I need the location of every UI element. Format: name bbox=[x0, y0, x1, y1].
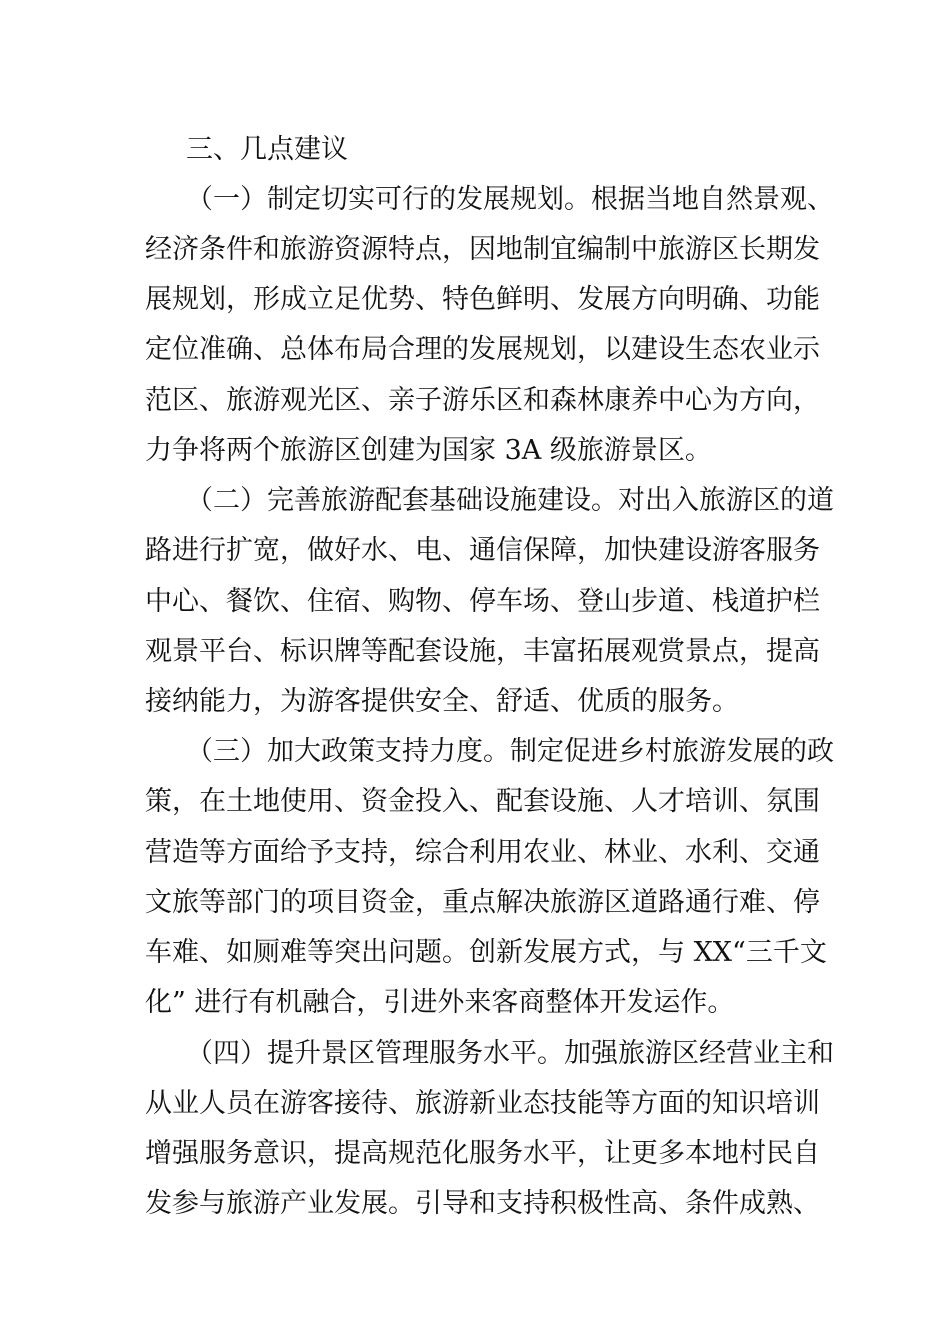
paragraph-3-line-1 bbox=[0, 732, 950, 772]
paragraph-4-line-3 bbox=[0, 1134, 950, 1174]
paragraph-1-line-2 bbox=[0, 230, 950, 270]
paragraph-text: 定位准确、总体布局合理的发展规划，以建设生态农业示 bbox=[145, 334, 820, 365]
paragraph-text: 接纳能力，为游客提供安全、舒适、优质的服务。 bbox=[145, 686, 739, 717]
paragraph-3-line-2 bbox=[0, 782, 950, 822]
paragraph-2-line-1 bbox=[0, 481, 950, 521]
paragraph-3-line-5 bbox=[0, 933, 950, 973]
paragraph-text: 化” 进行有机融合，引进外来客商整体开发运作。 bbox=[145, 987, 735, 1018]
heading-text: 三、几点建议 bbox=[186, 134, 348, 165]
paragraph-1-line-6 bbox=[0, 431, 950, 471]
paragraph-3-line-4 bbox=[0, 883, 950, 923]
paragraph-2-line-2 bbox=[0, 531, 950, 571]
paragraph-1-line-4 bbox=[0, 330, 950, 370]
paragraph-4-line-4 bbox=[0, 1184, 950, 1224]
paragraph-2-line-4 bbox=[0, 632, 950, 672]
paragraph-text: 营造等方面给予支持，综合利用农业、林业、水利、交通 bbox=[145, 837, 820, 868]
paragraph-text: 展规划，形成立足优势、特色鲜明、发展方向明确、功能 bbox=[145, 284, 820, 315]
paragraph-text: 观景平台、标识牌等配套设施，丰富拓展观赏景点，提高 bbox=[145, 636, 820, 667]
paragraph-text: 文旅等部门的项目资金，重点解决旅游区道路通行难、停 bbox=[145, 887, 820, 918]
paragraph-4-line-1 bbox=[0, 1034, 950, 1074]
paragraph-text: （一）制定切实可行的发展规划。根据当地自然景观、 bbox=[186, 184, 834, 215]
paragraph-text: 策，在土地使用、资金投入、配套设施、人才培训、氛围 bbox=[145, 786, 820, 817]
section-heading bbox=[0, 130, 950, 170]
paragraph-2-line-5 bbox=[0, 682, 950, 722]
paragraph-text: （四）提升景区管理服务水平。加强旅游区经营业主和 bbox=[186, 1038, 834, 1069]
paragraph-text: 增强服务意识，提高规范化服务水平，让更多本地村民自 bbox=[145, 1138, 820, 1169]
paragraph-text: 中心、餐饮、住宿、购物、停车场、登山步道、栈道护栏 bbox=[145, 586, 820, 617]
paragraph-3-line-3 bbox=[0, 833, 950, 873]
paragraph-text: 范区、旅游观光区、亲子游乐区和森林康养中心为方向， bbox=[145, 385, 820, 416]
paragraph-text: 车难、如厕难等突出问题。创新发展方式，与 XX“三千文 bbox=[145, 937, 827, 968]
paragraph-text: 经济条件和旅游资源特点，因地制宜编制中旅游区长期发 bbox=[145, 234, 820, 265]
paragraph-text: 力争将两个旅游区创建为国家 3A 级旅游景区。 bbox=[145, 435, 712, 466]
paragraph-1-line-3 bbox=[0, 280, 950, 320]
paragraph-2-line-3 bbox=[0, 582, 950, 622]
paragraph-text: 路进行扩宽，做好水、电、通信保障，加快建设游客服务 bbox=[145, 535, 820, 566]
paragraph-text: 发参与旅游产业发展。引导和支持积极性高、条件成熟、 bbox=[145, 1188, 820, 1219]
paragraph-1-line-5 bbox=[0, 381, 950, 421]
paragraph-1-line-1 bbox=[0, 180, 950, 220]
paragraph-text: 从业人员在游客接待、旅游新业态技能等方面的知识培训 bbox=[145, 1088, 820, 1119]
paragraph-3-line-6 bbox=[0, 983, 950, 1023]
paragraph-text: （三）加大政策支持力度。制定促进乡村旅游发展的政 bbox=[186, 736, 834, 767]
paragraph-4-line-2 bbox=[0, 1084, 950, 1124]
paragraph-text: （二）完善旅游配套基础设施建设。对出入旅游区的道 bbox=[186, 485, 834, 516]
